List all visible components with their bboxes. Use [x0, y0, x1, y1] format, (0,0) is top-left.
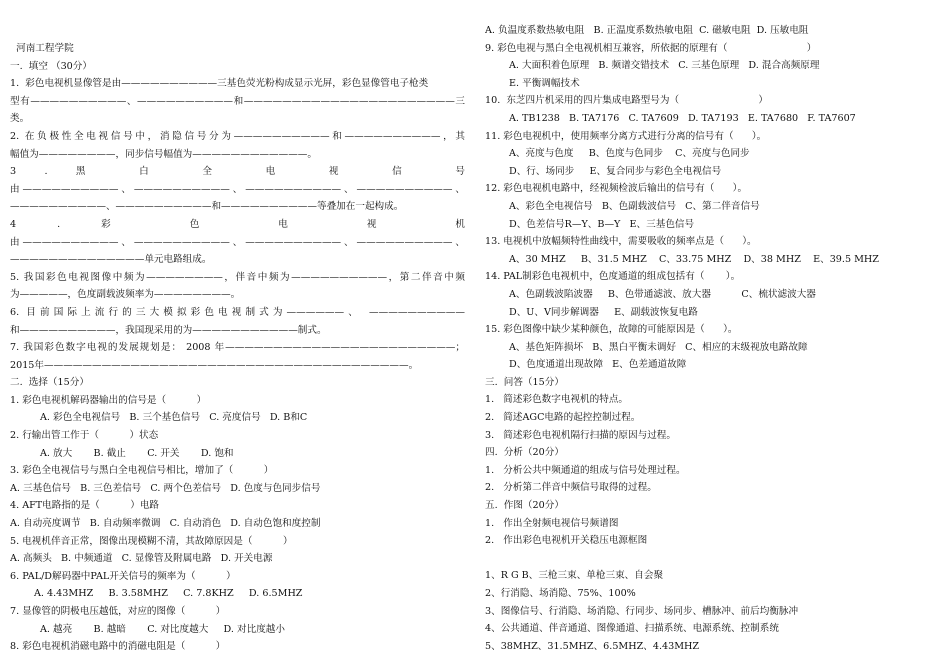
text-line: D、行、场同步 E、复合同步与彩色全电视信号 [509, 165, 722, 177]
text-line: 12. 彩色电视机电路中，经视频检波后输出的信号有（ ）。 [485, 183, 748, 195]
text-line: A、彩色全电视信号 B、色副载波信号 C、第二伴音信号 [509, 200, 760, 212]
text-line: 2. 在负极性全电视信号中，消隐信号分为——————————和——————————，其 [10, 130, 465, 142]
text-line: 五. 作图（20分） [485, 500, 564, 512]
text-line: 由——————————、——————————、——————————、——————————、 [10, 236, 465, 248]
text-line: 一. 填空 （30分） [10, 60, 92, 72]
text-line: 2. 简述AGC电路的起控控制过程。 [485, 412, 641, 424]
text-line: 1. 彩色电视机显像管是由——————————三基色荧光粉构成显示光屏，彩色显像管电子枪类 [10, 78, 429, 90]
text-line: 类。 [10, 113, 30, 125]
text-line: 2. 行输出管工作于（ ）状态 [10, 430, 159, 442]
text-line: 1. 彩色电视机解码器输出的信号是（ ） [10, 394, 207, 406]
text-line: 7. 显像管的阴极电压越低，对应的图像（ ） [10, 606, 226, 617]
text-line: 四. 分析（20分） [485, 447, 564, 459]
text-line: E. 平衡调幅技术 [509, 77, 580, 89]
text-line: 2. 分析第二伴音中频信号取得的过程。 [485, 482, 657, 494]
text-line: ——————————、——————————和——————————等叠加在一起构成。 [10, 201, 404, 213]
text-line: A. 4.43MHZ B. 3.58MHZ C. 7.8KHZ D. 6.5MHZ [34, 588, 303, 600]
text-line: 1. 简述彩色数字电视机的特点。 [485, 394, 629, 406]
text-line: 2. 作出彩色电视机开关稳压电源框图 [485, 535, 648, 547]
text-line: 河南工程学院 [10, 43, 74, 54]
text-line [485, 550, 940, 568]
text-line: D、色度通道出现故障 E、色差通道故障 [509, 359, 687, 371]
text-line: D、色差信号R—Y、B—Y E、三基色信号 [509, 218, 695, 230]
text-line: A、30 MHZ B、31.5 MHZ C、33.75 MHZ D、38 MHZ E、39.5 MHZ [509, 253, 879, 265]
text-line: 9. 彩色电视与黑白全电视机相互兼容，所依据的原理有（ ） [485, 42, 817, 54]
text-line: 11. 彩色电视机中，使用频率分离方式进行分离的信号有（ ）。 [485, 130, 767, 142]
text-line: 1、R G B、三枪三束、单枪三束、自会聚 [485, 570, 664, 582]
text-line: A. 高频头 B. 中频通道 C. 显像管及附属电路 D. 开关电源 [10, 553, 273, 565]
text-line: 4. AFT电路指的是（ ）电路 [10, 500, 160, 512]
text-line: A、亮度与色度 B、色度与色同步 C、亮度与色同步 [509, 148, 750, 160]
text-line: 3. 简述彩色电视机隔行扫描的原因与过程。 [485, 429, 676, 441]
text-line: 8. 彩色电视机消磁电路中的消磁电阻是（ ） [10, 641, 226, 653]
text-line: 14. PAL制彩色电视机中，色度通道的组成包括有（ ）。 [485, 271, 741, 283]
text-line: 1. 作出全射频电视信号频谱图 [485, 517, 619, 529]
text-line: A、基色矩阵损坏 B、黑白平衡未调好 C、相应的末级视放电路故障 [509, 341, 808, 353]
text-line: D、U、V同步解调器 E、副载波恢复电路 [509, 306, 698, 318]
text-line: A. 越亮 B. 越暗 C. 对比度越大 D. 对比度越小 [40, 623, 285, 635]
text-line: 为—————，色度副载波频率为————————。 [10, 289, 241, 301]
text-line: A. TB1238 B. TA7176 C. TA7609 D. TA7193 E. TA7680 F. TA7607 [509, 112, 856, 124]
text-line: 2015年——————————————————————————————————————。 [10, 359, 419, 371]
text-line: 二. 选择（15分） [10, 377, 89, 389]
text-line: 6. 目前国际上流行的三大模拟彩色电视制式为——————、 —————————— [10, 306, 465, 318]
text-line: 型有——————————、——————————和——————————————————————三 [10, 95, 465, 107]
text-line: 幅值为————————，同步信号幅值为————————————。 [10, 148, 317, 160]
text-line: A. 彩色全电视信号 B. 三个基色信号 C. 亮度信号 D. B和C [40, 412, 308, 424]
text-line: 3、图像信号、行消隐、场消隐、行同步、场同步、槽脉冲、前后均衡脉冲 [485, 605, 799, 617]
text-line: A. 负温度系数热敏电阻 B. 正温度系数热敏电阻 C. 磁敏电阻 D. 压敏电阻 [485, 25, 809, 36]
text-line: A. 三基色信号 B. 三色差信号 C. 两个色差信号 D. 色度与色同步信号 [10, 482, 321, 494]
text-line: A. 大面积着色原理 B. 频谱交错技术 C. 三基色原理 D. 混合高频原理 [509, 60, 820, 72]
text-line: 1. 分析公共中频通道的组成与信号处理过程。 [485, 464, 686, 476]
text-line: A. 自动亮度调节 B. 自动频率微调 C. 自动消色 D. 自动色饱和度控制 [10, 518, 321, 530]
text-line: 7. 我国彩色数字电视的发展规划是： 2008 年————————————————————————； [10, 342, 465, 354]
text-line: A. 放大 B. 截止 C. 开关 D. 饱和 [40, 447, 234, 459]
text-line: 由——————————、——————————、——————————、——————————、 [10, 183, 465, 195]
text-line: 和——————————，我国现采用的为———————————制式。 [10, 324, 327, 336]
text-line: 13. 电视机中放幅频特性曲线中，需要吸收的频率点是（ ）。 [485, 236, 757, 248]
left-column [10, 0, 465, 656]
text-line: 10. 东芝四片机采用的四片集成电路型号为（ ） [485, 95, 768, 107]
right-column [485, 0, 940, 655]
text-line: 15. 彩色图像中缺少某种颜色，故障的可能原因是（ ）。 [485, 324, 738, 336]
text-line: 5. 电视机伴音正常，图像出现模糊不清，其故障原因是（ ） [10, 535, 293, 547]
text-line: 三. 问答（15分） [485, 376, 564, 388]
text-line: A、色副载波陷波器 B、色带通滤波、放大器 C、梳状滤波大器 [509, 288, 816, 300]
text-line: 2、行消隐、场消隐、75%、100% [485, 588, 636, 599]
text-line: 6. PAL/D解码器中PAL开关信号的频率为（ ） [10, 570, 236, 582]
text-line: 3. 彩色全电视信号与黑白全电视信号相比，增加了（ ） [10, 465, 274, 477]
text-line: 3 . 黑 白 全 电 视 信 号 [10, 166, 465, 178]
text-line: 4 . 彩 色 电 视 机 [10, 218, 465, 230]
text-line: 5、38MHZ、31.5MHZ、6.5MHZ、4.43MHZ [485, 640, 700, 652]
text-line: 5. 我国彩色电视图像中频为————————，伴音中频为——————————，第二伴音中频 [10, 271, 465, 283]
text-line: 4、公共通道、伴音通道、图像通道、扫描系统、电源系统、控制系统 [485, 623, 779, 635]
text-line: ——————————————单元电路组成。 [10, 254, 212, 266]
